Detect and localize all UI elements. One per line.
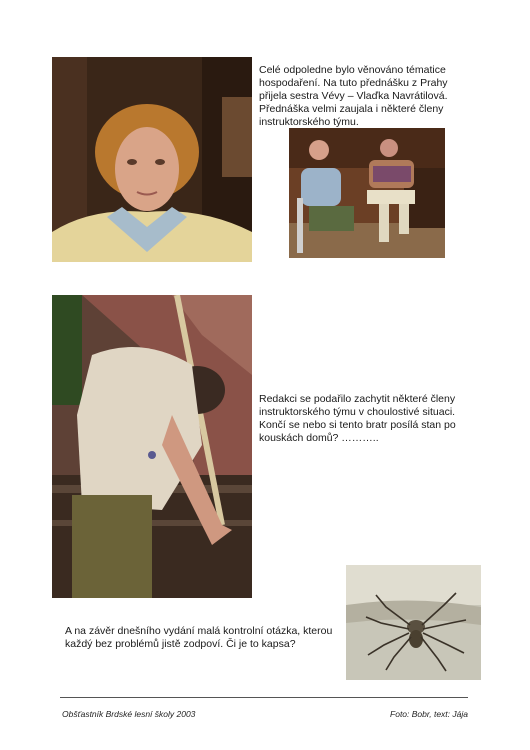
spider-photo — [346, 565, 481, 680]
tent-photo — [52, 295, 252, 598]
portrait-photo — [52, 57, 252, 262]
footer-publication: Obšťastník Brdské lesní školy 2003 — [62, 709, 196, 719]
paragraph-lecture: Celé odpoledne bylo věnováno tématice hospodaření. Na tuto přednášku z Prahy přijela sestra Vévy – Vlaďka Navrátilová. Přednáška velmi zaujala i některé členy instruktorského týmu. — [259, 64, 448, 128]
paragraph-question: A na závěr dnešního vydání malá kontrolní otázka, kterou každý bez problémů jistě zodpoví. Či je to kapsa? — [65, 625, 333, 650]
instructors-seated-photo — [289, 128, 445, 258]
footer-divider — [60, 697, 468, 698]
paragraph-tent: Redakci se podařilo zachytit některé členy instruktorského týmu v choulostivé situaci. Končí se nebo si tento bratr posílá stan po kouskách domů? ……….. — [259, 393, 456, 444]
footer-credits: Foto: Bobr, text: Jája — [390, 709, 468, 719]
